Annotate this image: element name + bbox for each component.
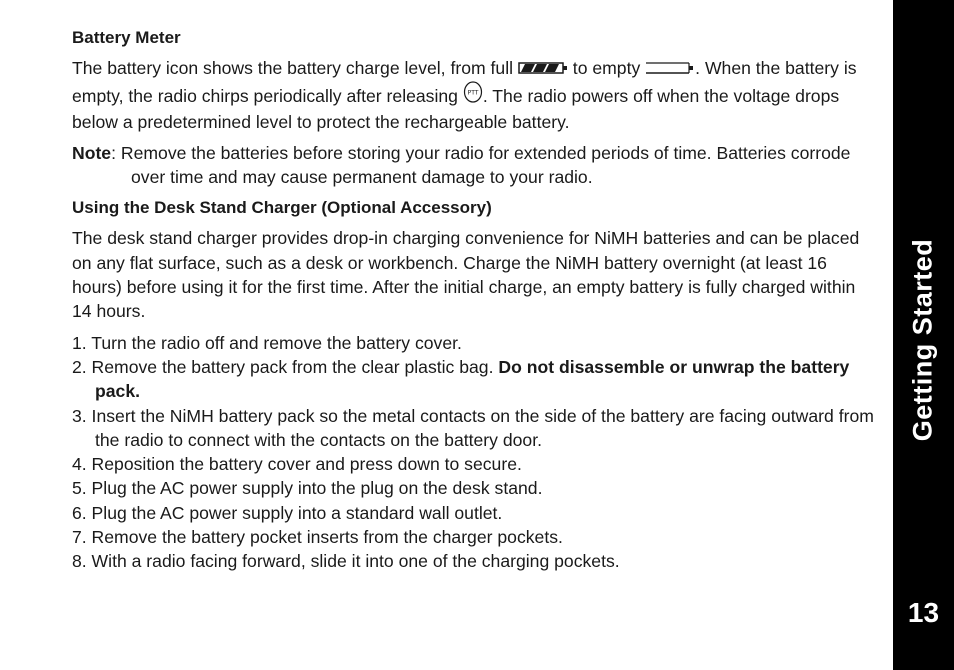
battery-meter-paragraph xyxy=(72,56,878,134)
section-title: Getting Started xyxy=(907,238,938,442)
note-text: : Remove the batteries before storing your radio for extended periods of time. Batteries corrode over time and may cause permanent damage to your radio. xyxy=(111,142,851,188)
list-item xyxy=(72,404,878,453)
list-item xyxy=(72,525,878,549)
battery-text-1: The battery icon shows the battery charge level, from full xyxy=(72,58,518,78)
list-item xyxy=(72,476,878,500)
list-item xyxy=(72,452,878,476)
desk-stand-heading: Using the Desk Stand Charger (Optional Accessory) xyxy=(72,198,492,218)
step-5-text: 5. Plug the AC power supply into the plug on the desk stand. xyxy=(72,478,543,499)
battery-full-icon xyxy=(518,57,568,81)
battery-meter-heading: Battery Meter xyxy=(72,28,181,47)
step-7-text: 7. Remove the battery pocket inserts from the charger pockets. xyxy=(72,527,563,548)
battery-text-4: . The radio powers off when the voltage drops below a predetermined level to protect the rechargeable battery. xyxy=(72,86,840,132)
step-3-text: 3. Insert the NiMH battery pack so the metal contacts on the side of the battery are facing outward from the radio to connect with the contacts on the battery door. xyxy=(72,405,874,450)
step-8-text: 8. With a radio facing forward, slide it into one of the charging pockets. xyxy=(72,551,620,572)
ptt-icon-label: PTT xyxy=(467,89,479,97)
step-2-text: 2. Remove the battery pack from the clear plastic bag. xyxy=(72,356,499,377)
desk-stand-paragraph: The desk stand charger provides drop-in charging convenience for NiMH batteries and can be placed on any flat surface, such as a desk or workbench. Charge the NiMH battery overnight (at least 16 hours) before using it for the first time. After the initial charge, an empty battery is fully charged within 14 hours. xyxy=(72,228,860,322)
step-4-text: 4. Reposition the battery cover and press down to secure. xyxy=(72,454,522,475)
list-item xyxy=(72,355,878,404)
note-paragraph xyxy=(72,141,878,190)
list-item xyxy=(72,549,878,573)
battery-empty-icon xyxy=(645,57,695,81)
page-content xyxy=(72,26,878,574)
step-1-text: 1. Turn the radio off and remove the battery cover. xyxy=(72,332,462,353)
charging-steps-list xyxy=(72,331,878,574)
ptt-button-icon xyxy=(463,81,483,109)
list-item xyxy=(72,501,878,525)
list-item xyxy=(72,331,878,355)
battery-text-2: to empty xyxy=(567,58,646,78)
section-sidebar xyxy=(893,0,954,670)
note-label: Note xyxy=(72,142,112,163)
step-2-warning: Do not disassemble or unwrap the battery pack. xyxy=(95,356,850,402)
step-6-text: 6. Plug the AC power supply into a standard wall outlet. xyxy=(72,502,503,523)
battery-text-3: . When the battery is empty, the radio chirps periodically after releasing xyxy=(72,58,857,107)
page-number: 13 xyxy=(907,597,940,628)
